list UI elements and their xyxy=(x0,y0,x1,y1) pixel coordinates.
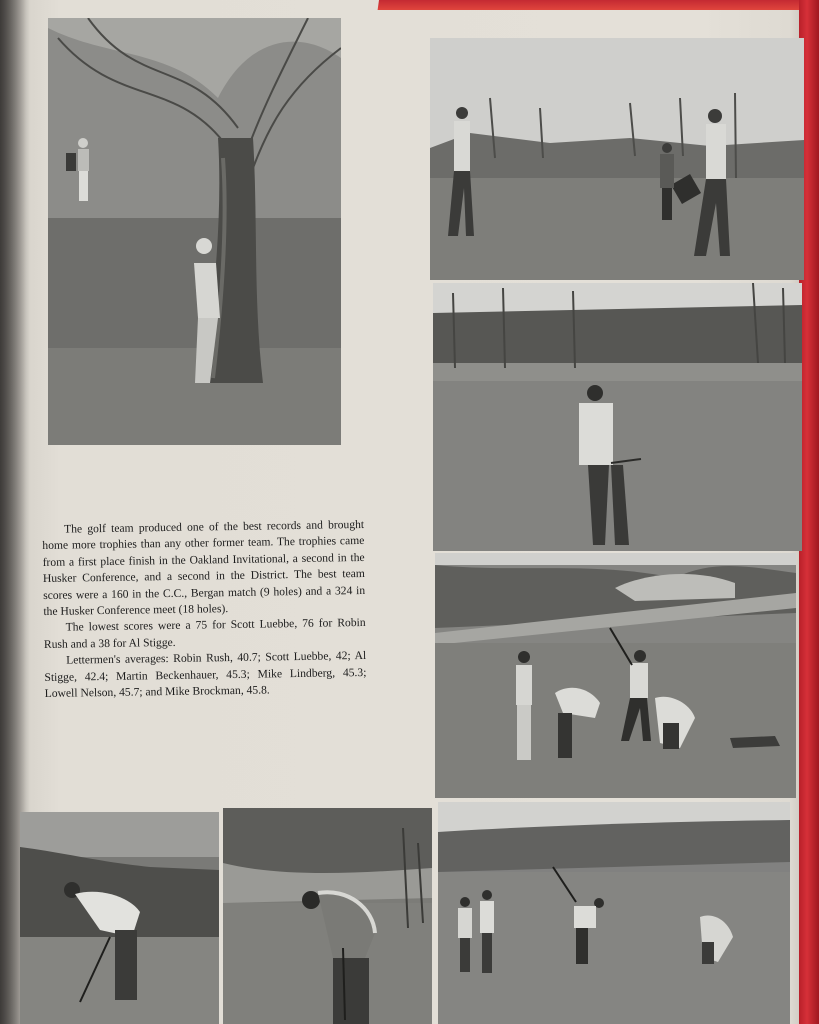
photo-golfer-chipping xyxy=(223,808,432,1024)
photo-golfer-putting xyxy=(20,812,219,1024)
caption-paragraph-lowest-scores: The lowest scores were a 75 for Scott Luebbe, 76 for Robin Rush and a 38 for Al Stigge. xyxy=(43,616,366,651)
caption-paragraph-records: The golf team produced one of the best records and brought home more trophies than any other former team. The trophies came from a first place finish in the Oakland Invitational, a second in the Husker Conference, and a second in the District. The best team scores were a 160 in the C.C., Bergan match (9 holes) and a 324 in the Husker Conference meet (18 holes). xyxy=(42,517,366,619)
photo-golfers-on-course xyxy=(438,802,790,1024)
red-cover-top-edge xyxy=(378,0,819,10)
photo-golfers-walking-with-bags xyxy=(430,38,804,280)
photo-golfer-leaning-on-tree xyxy=(48,18,341,445)
caption-paragraph-lettermen-averages: Lettermen's averages: Robin Rush, 40.7; Scott Luebbe, 42; Al Stigge, 42.4; Martin Beckenhauer, 45.3; Mike Lindberg, 45.3; Lowell Nelson, 45.7; and Mike Brockman, 45.8. xyxy=(44,649,367,701)
article-caption xyxy=(42,517,367,703)
photo-golfer-standing-on-fairway xyxy=(433,283,802,551)
photo-golf-team-practicing xyxy=(435,553,796,798)
